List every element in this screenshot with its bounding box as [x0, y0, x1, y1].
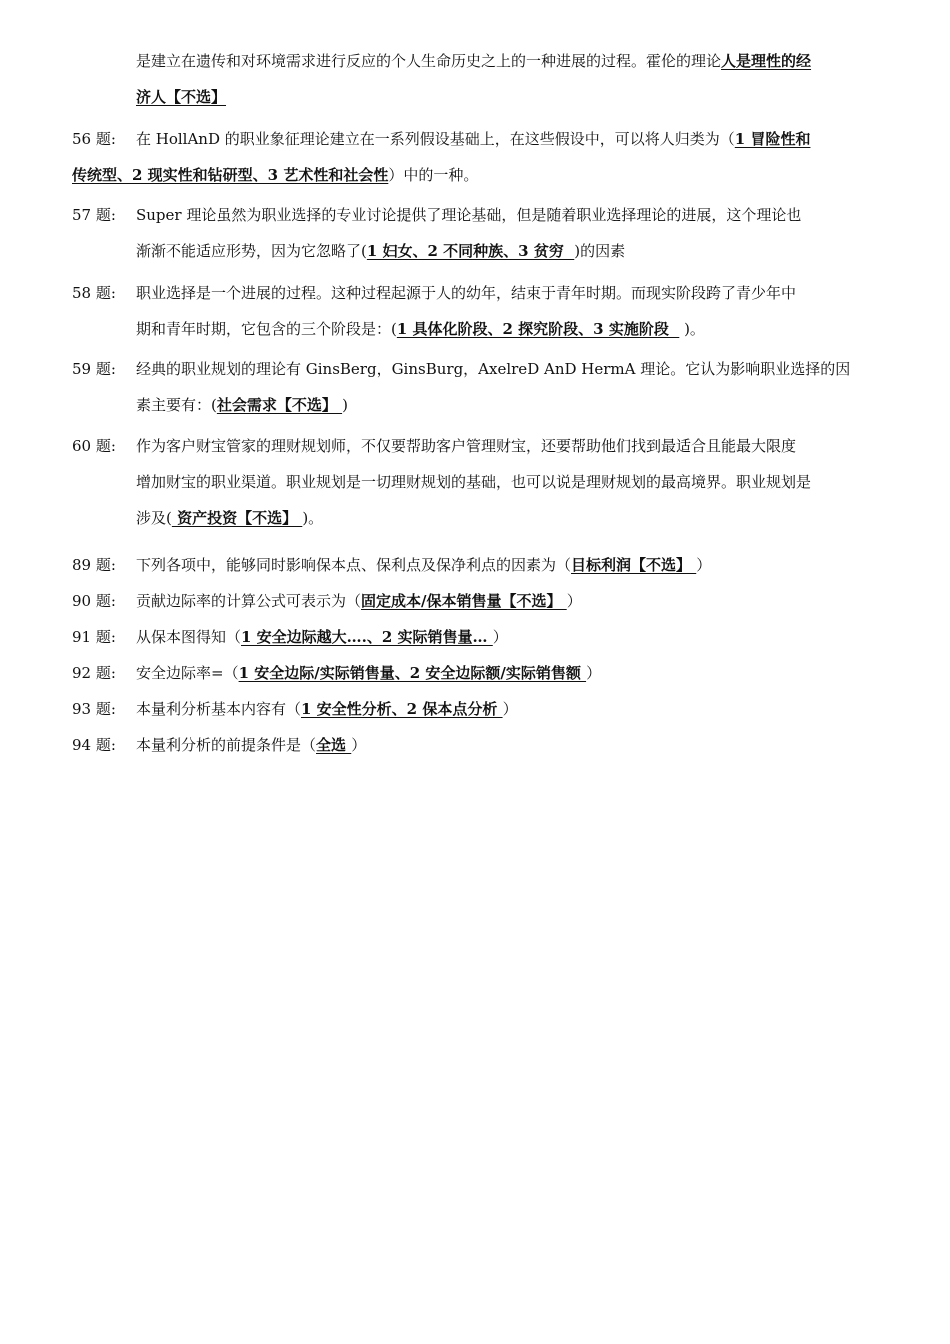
answer-text: 社会需求【不选】	[216, 396, 343, 414]
question-q92	[72, 655, 878, 691]
question-line	[72, 619, 878, 655]
question-text: 渐渐不能适应形势，因为它忽略了(	[136, 242, 367, 260]
question-text: 是建立在遗传和对环境需求进行反应的个人生命历史之上的一种进展的过程。霍伦的理论	[136, 52, 722, 70]
question-line	[72, 428, 878, 464]
question-text: ）	[696, 556, 712, 574]
question-text: )	[342, 396, 348, 414]
question-number: 90 题:	[72, 592, 116, 610]
answer-text: 目标利润【不选】	[571, 556, 697, 574]
question-number: 56 题:	[72, 130, 116, 148]
question-line	[72, 311, 878, 347]
question-line	[72, 691, 878, 727]
question-text: 素主要有：(	[136, 396, 217, 414]
answer-text: 1 冒险性和	[734, 130, 811, 148]
question-text: )。	[302, 509, 324, 527]
question-text: 涉及(	[136, 509, 172, 527]
question-line	[72, 197, 878, 233]
question-q90	[72, 583, 878, 619]
question-q58	[72, 275, 878, 347]
question-text: 从保本图得知（	[136, 628, 242, 646]
question-q93	[72, 691, 878, 727]
question-text: 下列各项中，能够同时影响保本点、保利点及保净利点的因素为（	[136, 556, 572, 574]
question-line	[72, 583, 878, 619]
question-text: 本量利分析的前提条件是（	[136, 736, 317, 754]
answer-text: 济人【不选】	[136, 88, 227, 106]
question-number: 60 题:	[72, 437, 116, 455]
question-number: 57 题:	[72, 206, 116, 224]
question-text: 安全边际率=（	[136, 664, 239, 682]
question-q91	[72, 619, 878, 655]
question-text: )的因素	[574, 242, 626, 260]
question-line	[72, 275, 878, 311]
answer-text: 资产投资【不选】	[171, 509, 303, 527]
answer-text: 传统型、2 现实性和钻研型、3 艺术性和社会性	[72, 166, 389, 184]
question-number: 93 题:	[72, 700, 116, 718]
question-text: 职业选择是一个进展的过程。这种过程起源于人的幼年，结束于青年时期。而现实阶段跨了青少年中	[136, 284, 797, 302]
question-text: 增加财宝的职业渠道。职业规划是一切理财规划的基础，也可以说是理财规划的最高境界。职业规划是	[136, 473, 812, 491]
question-line	[72, 43, 878, 79]
answer-text: 人是理性的经	[721, 52, 812, 70]
answer-text: 全选	[316, 736, 352, 754]
question-text: ）	[492, 628, 508, 646]
question-q60	[72, 428, 878, 536]
answer-text: 1 安全边际越大….、2 实际销售量…	[241, 628, 493, 646]
question-line	[72, 464, 878, 500]
question-text: 期和青年时期，它包含的三个阶段是：(	[136, 320, 397, 338]
question-number: 91 题:	[72, 628, 116, 646]
question-line	[72, 655, 878, 691]
question-number: 58 题:	[72, 284, 116, 302]
question-text: ）	[566, 592, 582, 610]
question-q56	[72, 121, 878, 193]
question-number: 59 题:	[72, 360, 116, 378]
question-line	[72, 387, 878, 423]
question-line	[72, 351, 878, 387]
answer-text: 1 具体化阶段、2 探究阶段、3 实施阶段	[396, 320, 680, 338]
question-number: 89 题:	[72, 556, 116, 574]
question-line	[72, 500, 878, 536]
question-line	[72, 157, 878, 193]
question-line	[72, 233, 878, 269]
question-text: 本量利分析基本内容有（	[136, 700, 302, 718]
question-text: 经典的职业规划的理论有 GinsBerg，GinsBurg，AxelreD AnD HermA 理论。它认为影响职业选择的因	[136, 360, 851, 378]
question-line	[72, 547, 878, 583]
question-text: ）	[586, 664, 602, 682]
question-q59	[72, 351, 878, 423]
answer-text: 1 安全边际/实际销售量、2 安全边际额/实际销售额	[238, 664, 587, 682]
question-text: 在 HollAnD 的职业象征理论建立在一系列假设基础上，在这些假设中，可以将人归类为（	[136, 130, 735, 148]
question-text: 作为客户财宝管家的理财规划师，不仅要帮助客户管理财宝，还要帮助他们找到最适合且能最大限度	[136, 437, 797, 455]
question-line	[72, 79, 878, 115]
answer-text: 1 妇女、2 不同种族、3 贫穷	[366, 242, 575, 260]
question-q94	[72, 727, 878, 763]
answer-text: 固定成本/保本销售量【不选】	[361, 592, 567, 610]
question-number: 94 题:	[72, 736, 116, 754]
question-text: ）	[502, 700, 518, 718]
question-text: )。	[679, 320, 705, 338]
question-line	[72, 727, 878, 763]
question-cont	[72, 43, 878, 115]
question-q57	[72, 197, 878, 269]
question-text: ）中的一种。	[388, 166, 479, 184]
question-line	[72, 121, 878, 157]
question-q89	[72, 547, 878, 583]
question-text: ）	[351, 736, 367, 754]
question-text: Super 理论虽然为职业选择的专业讨论提供了理论基础，但是随着职业选择理论的进展，这个理论也	[136, 206, 802, 224]
answer-text: 1 安全性分析、2 保本点分析	[301, 700, 503, 718]
question-number: 92 题:	[72, 664, 116, 682]
question-text: 贡献边际率的计算公式可表示为（	[136, 592, 362, 610]
